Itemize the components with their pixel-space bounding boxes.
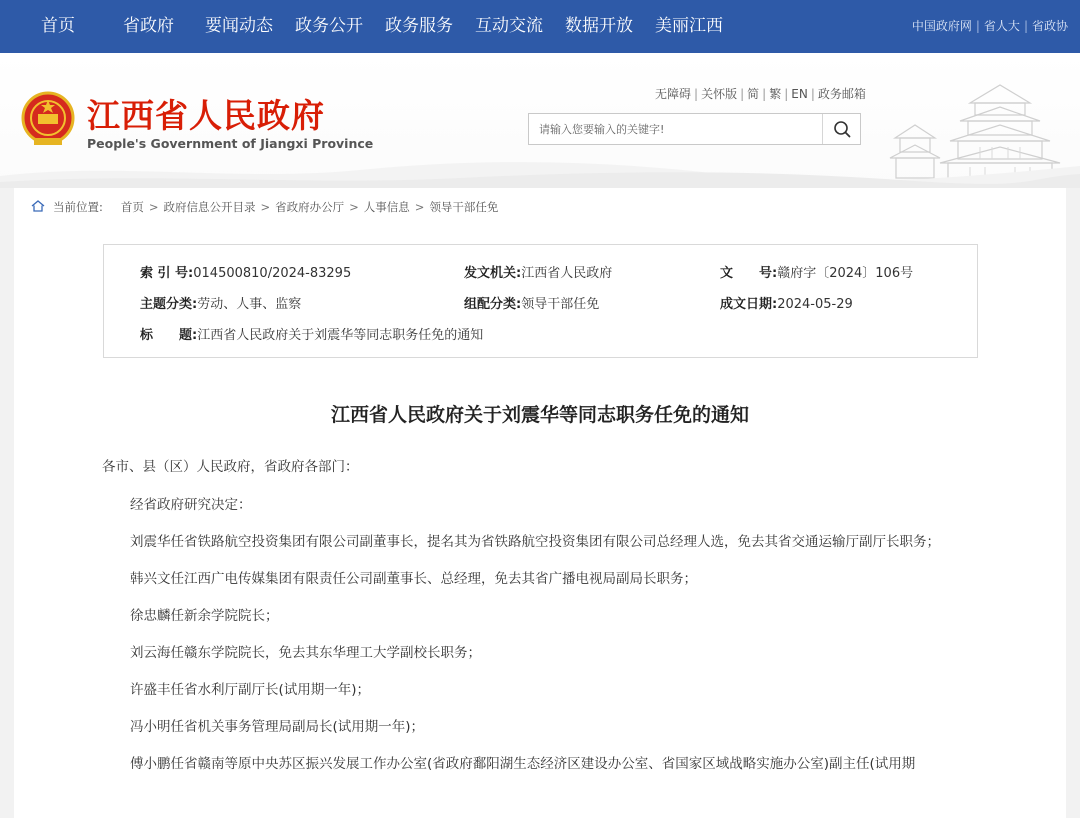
info-title: 标 题:江西省人民政府关于刘震华等同志职务任免的通知	[140, 328, 484, 343]
breadcrumb-general-office[interactable]: 省政府办公厅	[275, 200, 345, 214]
link-simplified[interactable]: 简	[747, 87, 760, 101]
document-title: 江西省人民政府关于刘震华等同志职务任免的通知	[330, 404, 749, 426]
document-paragraph: 傅小鹏任省赣南等原中央苏区振兴发展工作办公室(省政府鄱阳湖生态经济区建设办公室、省国家区域战略实施办公室)副主任(试用期	[130, 756, 916, 772]
info-issuer: 发文机关:江西省人民政府	[464, 266, 613, 281]
search-input[interactable]	[529, 114, 823, 144]
document-paragraph: 经省政府研究决定：	[130, 497, 252, 513]
nav-item-news[interactable]: 要闻动态	[205, 16, 273, 36]
document-salutation: 各市、县（区）人民政府，省政府各部门：	[102, 459, 359, 475]
breadcrumb-leader-appointment[interactable]: 领导干部任免	[429, 200, 499, 214]
document-paragraph: 韩兴文任江西广电传媒集团有限责任公司副董事长、总经理，免去其省广播电视局副局长职务；	[130, 571, 697, 587]
nav-item-open-data[interactable]: 数据开放	[565, 16, 633, 36]
breadcrumb-personnel-info[interactable]: 人事信息	[363, 200, 410, 214]
link-provincial-npc[interactable]: 省人大	[983, 19, 1020, 33]
document-paragraph: 冯小明任省机关事务管理局副局长(试用期一年)；	[130, 719, 425, 735]
document-info-table	[103, 244, 978, 358]
document-paragraph: 刘云海任赣东学院院长，免去其东华理工大学副校长职务；	[130, 645, 481, 661]
link-care-version[interactable]: 关怀版	[701, 87, 738, 101]
link-english[interactable]: EN	[791, 87, 808, 101]
breadcrumb-info-catalog[interactable]: 政府信息公开目录	[163, 200, 256, 214]
document-paragraph: 刘震华任省铁路航空投资集团有限公司副董事长，提名其为省铁路航空投资集团有限公司总经理人选，免去其省交通运输厅副厅长职务；	[130, 534, 940, 550]
breadcrumb: 当前位置: 首页 > 政府信息公开目录 > 省政府办公厅 > 人事信息 > 领导干部任免	[31, 199, 498, 215]
site-title: 江西省人民政府	[87, 96, 325, 135]
external-links: 中国政府网 | 省人大 | 省政协	[911, 19, 1068, 33]
search-button[interactable]	[822, 114, 860, 144]
top-nav-bar	[0, 0, 1080, 53]
nav-item-interaction[interactable]: 互动交流	[475, 16, 543, 36]
document-paragraph: 许盛丰任省水利厅副厅长(试用期一年)；	[130, 682, 371, 698]
link-accessibility[interactable]: 无障碍	[655, 87, 692, 101]
breadcrumb-label: 当前位置:	[53, 200, 103, 214]
utility-links: 无障碍 | 关怀版 | 简 | 繁 | EN | 政务邮箱	[655, 87, 866, 101]
national-emblem-icon	[20, 90, 76, 148]
search-box	[528, 113, 861, 145]
info-written-date: 成文日期:2024-05-29	[720, 297, 853, 312]
breadcrumb-home[interactable]: 首页	[120, 200, 144, 214]
nav-item-gov-services[interactable]: 政务服务	[385, 16, 453, 36]
info-document-number: 文 号:赣府字〔2024〕106号	[720, 266, 914, 281]
info-index-number: 索 引 号:014500810/2024-83295	[140, 266, 352, 281]
document-body	[102, 456, 980, 790]
document-paragraph: 徐忠麟任新余学院院长；	[130, 608, 279, 624]
search-icon	[823, 114, 861, 144]
link-gov-mail[interactable]: 政务邮箱	[817, 87, 866, 101]
link-provincial-cppcc[interactable]: 省政协	[1031, 19, 1068, 33]
site-subtitle: People's Government of Jiangxi Province	[87, 136, 374, 151]
info-subject-category: 主题分类:劳动、人事、监察	[140, 297, 302, 312]
content-panel	[14, 188, 1066, 818]
nav-item-home[interactable]: 首页	[41, 16, 75, 36]
link-traditional[interactable]: 繁	[769, 87, 782, 101]
nav-item-provincial-gov[interactable]: 省政府	[123, 16, 174, 36]
site-header	[0, 53, 1080, 188]
nav-item-beautiful-jiangxi[interactable]: 美丽江西	[655, 16, 723, 36]
cloud-wave-decoration	[0, 148, 1080, 188]
info-group-category: 组配分类:领导干部任免	[464, 297, 600, 312]
home-icon	[31, 200, 45, 212]
nav-item-gov-affairs-open[interactable]: 政务公开	[295, 16, 363, 36]
link-china-gov[interactable]: 中国政府网	[911, 19, 972, 33]
